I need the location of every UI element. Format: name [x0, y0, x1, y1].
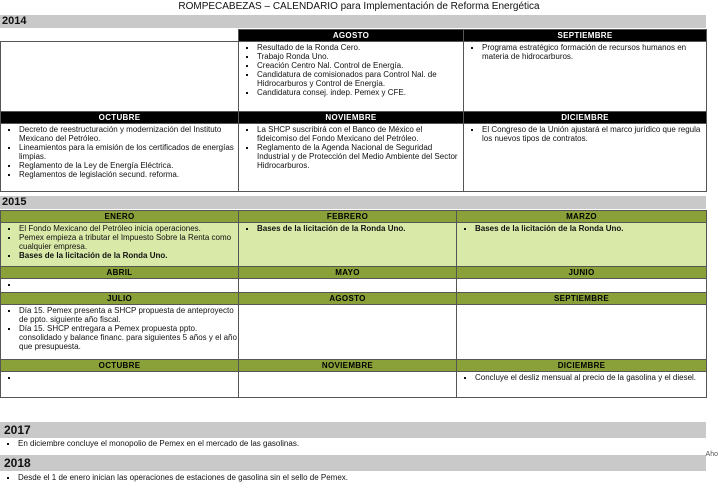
year-2018-note	[0, 473, 706, 483]
list-item	[19, 280, 238, 289]
list-item: ▪ El Congreso de la Unión ajustará el marco jurídico que regula los nuevos tipos de contratos.	[482, 125, 706, 143]
list-item: ▪ Decreto de reestructuración y modernización del Instituto Mexicano del Petróleo.	[19, 125, 238, 143]
month-cell-septiembre-2014	[464, 42, 707, 112]
document-title: ROMPECABEZAS – CALENDARIO para Implementación de Reforma Energética	[178, 1, 540, 12]
month-header-abril-2015: ABRIL	[1, 267, 239, 279]
month-header-noviembre-2015: NOVIEMBRE	[239, 360, 457, 372]
list-item: ▪ Concluye el desliz mensual al precio de la gasolina y el diesel.	[475, 373, 706, 382]
list-item: ▪ Resultado de la Ronda Cero.	[257, 43, 463, 52]
list-item: ▪ Desde el 1 de enero inician las operaciones de estaciones de gasolina sin el sello de Pemex.	[18, 473, 706, 483]
list-item: ▪ Trabajo Ronda Uno.	[257, 52, 463, 61]
month-header-octubre-2014: OCTUBRE	[1, 112, 239, 124]
list-item	[19, 324, 238, 351]
list-item-text: Día 15. Pemex presenta a SHCP propuesta de anteproyecto de ppto. siguiente año fiscal.	[19, 306, 234, 324]
month-cell-agosto-2014	[239, 42, 464, 112]
month-cell-diciembre-2014	[464, 124, 707, 192]
list-item: ▪ Reglamento de la Ley de Energía Eléctrica.	[19, 161, 238, 170]
month-cell-noviembre-2015	[239, 372, 457, 398]
list-item: ▪ Lineamientos para la emisión de los certificados de energías limpias.	[19, 143, 238, 161]
month-cell-febrero-2015	[239, 223, 457, 267]
month-cell-noviembre-2014	[239, 124, 464, 192]
calendar-2015-table	[0, 210, 707, 398]
month-cell-octubre-2014	[1, 124, 239, 192]
month-cell-enero-2015	[1, 223, 239, 267]
month-header-diciembre-2015: DICIEMBRE	[457, 360, 707, 372]
truncated-edge-text: Aho	[705, 451, 718, 458]
month-cell-mayo-2015	[239, 279, 457, 293]
list-item	[19, 306, 238, 324]
year-2018-header: 2018	[0, 455, 706, 471]
year-2017-note	[0, 439, 706, 449]
empty-header	[1, 30, 239, 42]
list-item: ▪ Reglamentos de legislación secund. reforma.	[19, 170, 238, 179]
list-item: ▪ El Fondo Mexicano del Petróleo inicia operaciones.	[19, 224, 238, 233]
month-header-julio-2015: JULIO	[1, 293, 239, 305]
month-cell-agosto-2015	[239, 305, 457, 360]
list-item: ▪ La SHCP suscribirá con el Banco de México el fideicomiso del Fondo Mexicano del Petróleo.	[257, 125, 463, 143]
month-cell-empty-2014	[1, 42, 239, 112]
list-item: ▪ Bases de la licitación de la Ronda Uno.	[475, 224, 706, 233]
month-header-febrero-2015: FEBRERO	[239, 211, 457, 223]
list-item: ▪ Pemex empieza a tributar el Impuesto Sobre la Renta como cualquier empresa.	[19, 233, 238, 251]
year-2015-header: 2015	[0, 196, 706, 209]
month-header-septiembre-2014: SEPTIEMBRE	[464, 30, 707, 42]
month-header-junio-2015: JUNIO	[457, 267, 707, 279]
list-item: ▪ Candidatura de comisionados para Control Nal. de Hidrocarburos y Control de Energía.	[257, 70, 463, 88]
month-cell-septiembre-2015	[457, 305, 707, 360]
year-2017-header: 2017	[0, 422, 706, 438]
month-header-agosto-2015: AGOSTO	[239, 293, 457, 305]
month-cell-diciembre-2015	[457, 372, 707, 398]
year-2014-header: 2014	[0, 15, 706, 28]
month-header-enero-2015: ENERO	[1, 211, 239, 223]
month-header-marzo-2015: MARZO	[457, 211, 707, 223]
list-item: ▪ Reglamento de la Agenda Nacional de Seguridad Industrial y de Protección del Medio Ambiente del Sector Hidrocarburos.	[257, 143, 463, 170]
calendar-2014-table	[0, 29, 707, 192]
list-item: ▪ Programa estratégico formación de recursos humanos en materia de hidrocarburos.	[482, 43, 706, 61]
month-header-octubre-2015: OCTUBRE	[1, 360, 239, 372]
month-cell-octubre-2015	[1, 372, 239, 398]
month-header-noviembre-2014: NOVIEMBRE	[239, 112, 464, 124]
list-item: ▪ Creación Centro Nal. Control de Energía.	[257, 61, 463, 70]
month-cell-junio-2015	[457, 279, 707, 293]
list-item: ▪ Bases de la licitación de la Ronda Uno.	[19, 251, 238, 260]
month-cell-julio-2015	[1, 305, 239, 360]
list-item: ▪ Bases de la licitación de la Ronda Uno.	[257, 224, 456, 233]
month-header-agosto-2014: AGOSTO	[239, 30, 464, 42]
list-item-text: Día 15. SHCP entregara a Pemex propuesta ppto. consolidado y balance financ. para siguientes 5 años y el año que presupuesta.	[19, 324, 237, 351]
list-item: ▪ En diciembre concluye el monopolio de Pemex en el mercado de las gasolinas.	[18, 439, 706, 449]
month-cell-abril-2015	[1, 279, 239, 293]
month-header-diciembre-2014: DICIEMBRE	[464, 112, 707, 124]
month-header-septiembre-2015: SEPTIEMBRE	[457, 293, 707, 305]
list-item: ▪ Candidatura consej. indep. Pemex y CFE.	[257, 88, 463, 97]
month-cell-marzo-2015	[457, 223, 707, 267]
list-item	[19, 373, 238, 382]
month-header-mayo-2015: MAYO	[239, 267, 457, 279]
